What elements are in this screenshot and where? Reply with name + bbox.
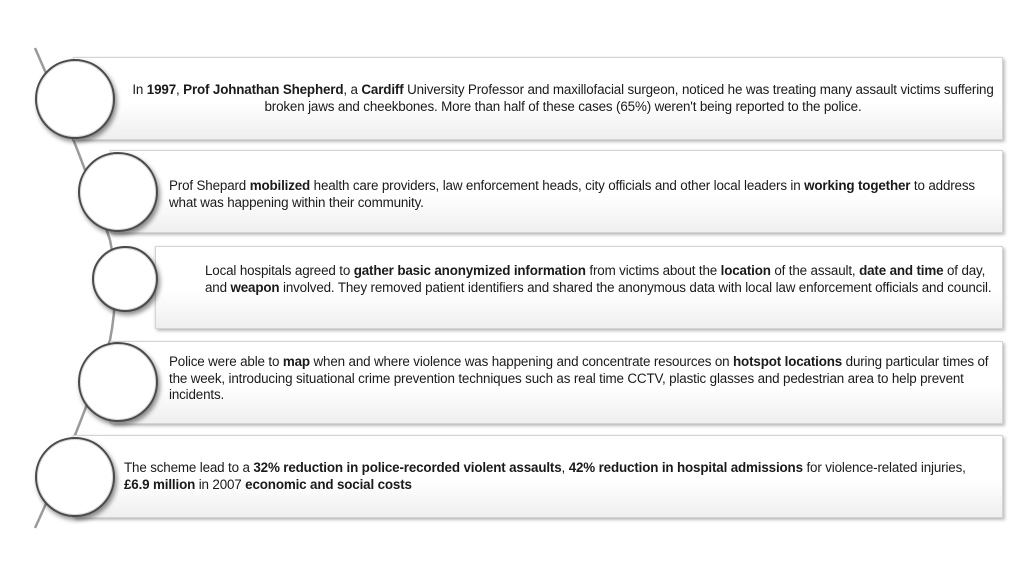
emphasis-text: hotspot locations [733, 354, 843, 369]
body-text: to address what was happening within their community. [169, 178, 975, 210]
timeline-step-1-text [128, 82, 998, 115]
body-text: , [561, 460, 569, 475]
body-text: , [176, 82, 184, 97]
body-text: The scheme lead to a [124, 460, 254, 475]
timeline-step-1-band [73, 57, 1003, 140]
timeline-step-2-band [110, 150, 1003, 233]
emphasis-text: economic and social costs [245, 476, 412, 492]
timeline-step-1-circle [35, 59, 115, 139]
timeline-step-3-band [155, 246, 1003, 329]
emphasis-text: gather basic anonymized information [353, 263, 586, 278]
timeline-step-5-circle [35, 437, 115, 517]
body-text: for violence-related injuries, [802, 460, 966, 475]
body-text: University Professor and maxillofacial surgeon, noticed he was treating many assault victims suffering broken jaws and cheekbones. More than half of these cases (65%) weren't being reported to the police. [264, 82, 994, 114]
emphasis-text: working together [804, 178, 911, 193]
emphasis-text: date and time [859, 263, 944, 278]
emphasis-text: Cardiff [361, 82, 404, 97]
body-text: Local hospitals agreed to [205, 263, 354, 278]
body-text: from victims about the [585, 263, 721, 278]
timeline-step-4-band [110, 341, 1003, 424]
body-text: in 2007 [195, 476, 246, 492]
body-text: when and where violence was happening and concentrate resources on [309, 354, 734, 369]
timeline-step-2-circle [78, 152, 158, 232]
body-text: , a [343, 82, 362, 97]
body-text: involved. They removed patient identifiers and shared the anonymous data with local law enforcement officials and council. [279, 279, 992, 295]
emphasis-text: 1997 [146, 82, 176, 97]
emphasis-text: mobilized [249, 178, 311, 193]
timeline-step-3-text [205, 263, 995, 296]
body-text: In [132, 82, 147, 97]
timeline-step-5-band [73, 435, 1003, 518]
timeline-step-3-circle [92, 246, 158, 312]
body-text: Police were able to [169, 354, 283, 369]
emphasis-text: £6.9 million [124, 476, 196, 492]
emphasis-text: weapon [230, 279, 280, 295]
body-text: health care providers, law enforcement heads, city officials and other local leaders in [310, 178, 805, 193]
body-text: during particular times of the week, introducing situational crime prevention techniques such as real time CCTV, plastic glasses and pedestrian area to help prevent incidents. [169, 354, 989, 402]
timeline-step-4-circle [78, 342, 158, 422]
timeline-step-4-text [169, 354, 997, 404]
emphasis-text: map [282, 354, 310, 369]
emphasis-text: 42% reduction in hospital admissions [568, 460, 803, 475]
emphasis-text: location [720, 263, 771, 278]
timeline-step-2-text [169, 178, 991, 211]
timeline-step-5-text [124, 460, 994, 493]
emphasis-text: Prof Johnathan Shepherd [183, 82, 344, 97]
emphasis-text: 32% reduction in police-recorded violent assaults [253, 460, 562, 475]
body-text: of day, and [205, 263, 986, 295]
body-text: Prof Shepard [169, 178, 250, 193]
body-text: of the assault, [770, 263, 860, 278]
